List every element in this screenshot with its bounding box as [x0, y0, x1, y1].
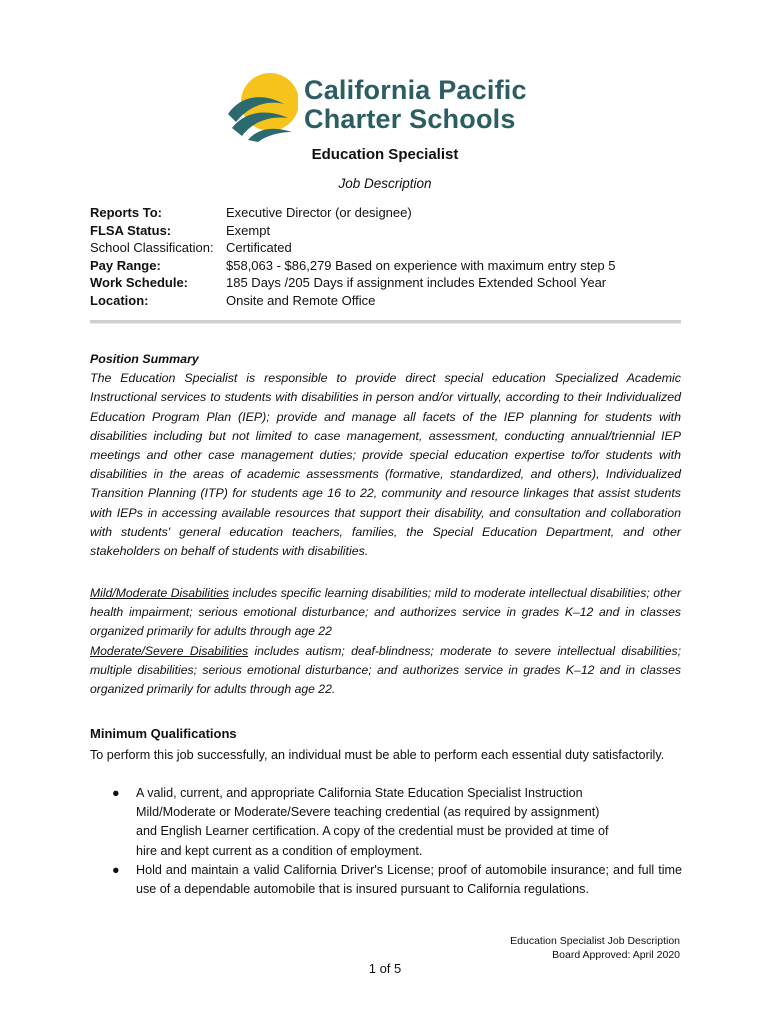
- logo-line-2: Charter Schools: [304, 104, 516, 134]
- info-row: [90, 239, 616, 257]
- position-summary: [90, 350, 681, 561]
- bullet-icon: ●: [112, 862, 120, 877]
- info-value: $58,063 - $86,279 Based on experience with maximum entry step 5: [226, 257, 616, 273]
- list-item-line: A valid, current, and appropriate California State Education Specialist Instruction: [136, 786, 583, 800]
- list-item: [112, 784, 682, 861]
- list-item-line: hire and kept current as a condition of employment.: [136, 843, 423, 858]
- footer-doc-name: Education Specialist Job Description: [510, 935, 680, 947]
- mild-moderate-text: includes specific learning disabilities; mild to moderate intellectual disabilities; other health impairment; serious emotional disturbance; and authorizes service in grades K–12 and in classes organized primarily for adults through age 22: [90, 586, 681, 639]
- list-item-line: Hold and maintain a valid California Driver's License; proof of automobile insurance; and full time use of a dependable automobile that is insured pursuant to California regulations.: [136, 862, 682, 897]
- info-value: Exempt: [226, 222, 271, 238]
- info-row: [90, 222, 616, 240]
- list-item-line: Mild/Moderate or Moderate/Severe teaching credential (as required by assignment): [136, 805, 600, 820]
- footer-info: [510, 934, 680, 962]
- info-label: Pay Range:: [90, 257, 161, 273]
- info-row: [90, 292, 616, 310]
- qualifications-intro: To perform this job successfully, an individual must be able to perform each essential duty satisfactorily.: [90, 748, 665, 762]
- qualifications-list: [112, 784, 682, 899]
- page-title: Education Specialist: [311, 146, 459, 163]
- position-summary-body: The Education Specialist is responsible to provide direct special education Specialized Academic Instructional services to students with disabilities in person and/or virtually, according to their Individualized Education Program Plan (IEP); provide and manage all facets of the IEP planning for students with disabilities including but not limited to case management, assessment, conducting annual/triennial IEP meetings and other case management duties; provide special education expertise to/for students with disabilities in the areas of academic assessments (formative, standardized, and others), Individualized Transition Planning (ITP) for students age 16 to 22, community and resource linkages that assist students with IEPs in accessing available resources that support their disability, and consultation and collaboration with students' general education teachers, families, the Special Education Department, and other stakeholders on behalf of students with disabilities.: [90, 371, 681, 559]
- moderate-severe-text: includes autism; deaf-blindness; moderate to severe intellectual disabilities; multiple disabilities; serious emotional disturbance; and authorizes service in grades K–12 and in classes organized primarily for adults through age 22.: [90, 643, 681, 697]
- disability-definitions: [90, 584, 681, 699]
- mild-moderate-definition: [90, 584, 681, 642]
- info-row: [90, 274, 616, 292]
- info-label: Location:: [90, 292, 149, 308]
- info-label: School Classification:: [90, 240, 214, 256]
- position-summary-heading: Position Summary: [90, 352, 199, 366]
- mild-moderate-label: Mild/Moderate Disabilities: [90, 586, 229, 600]
- info-label: Work Schedule:: [90, 275, 189, 291]
- info-value: Executive Director (or designee): [226, 205, 412, 220]
- list-item: [112, 861, 682, 899]
- logo-sun-wave-icon: [226, 70, 298, 142]
- footer-approved: Board Approved: April 2020: [552, 949, 680, 961]
- moderate-severe-definition: [90, 642, 681, 700]
- job-info-table: [90, 204, 616, 310]
- info-value: 185 Days /205 Days if assignment includes Extended School Year: [226, 275, 607, 291]
- logo-wordmark: [304, 76, 527, 134]
- info-label: FLSA Status:: [90, 222, 172, 238]
- page-number: 1 of 5: [368, 961, 402, 976]
- logo-line-1: California Pacific: [304, 75, 527, 105]
- bullet-icon: ●: [112, 786, 120, 800]
- info-row: [90, 204, 616, 222]
- info-label: Reports To:: [90, 205, 162, 220]
- page-subtitle: Job Description: [338, 176, 432, 191]
- info-value: Certificated: [226, 240, 292, 256]
- info-value: Onsite and Remote Office: [226, 292, 376, 308]
- info-row: [90, 257, 616, 275]
- qualifications-heading: Minimum Qualifications: [90, 726, 237, 741]
- section-divider: [90, 320, 681, 324]
- school-logo: [226, 70, 556, 150]
- list-item-line: and English Learner certification. A copy of the credential must be provided at time of: [136, 824, 609, 839]
- moderate-severe-label: Moderate/Severe Disabilities: [90, 643, 249, 658]
